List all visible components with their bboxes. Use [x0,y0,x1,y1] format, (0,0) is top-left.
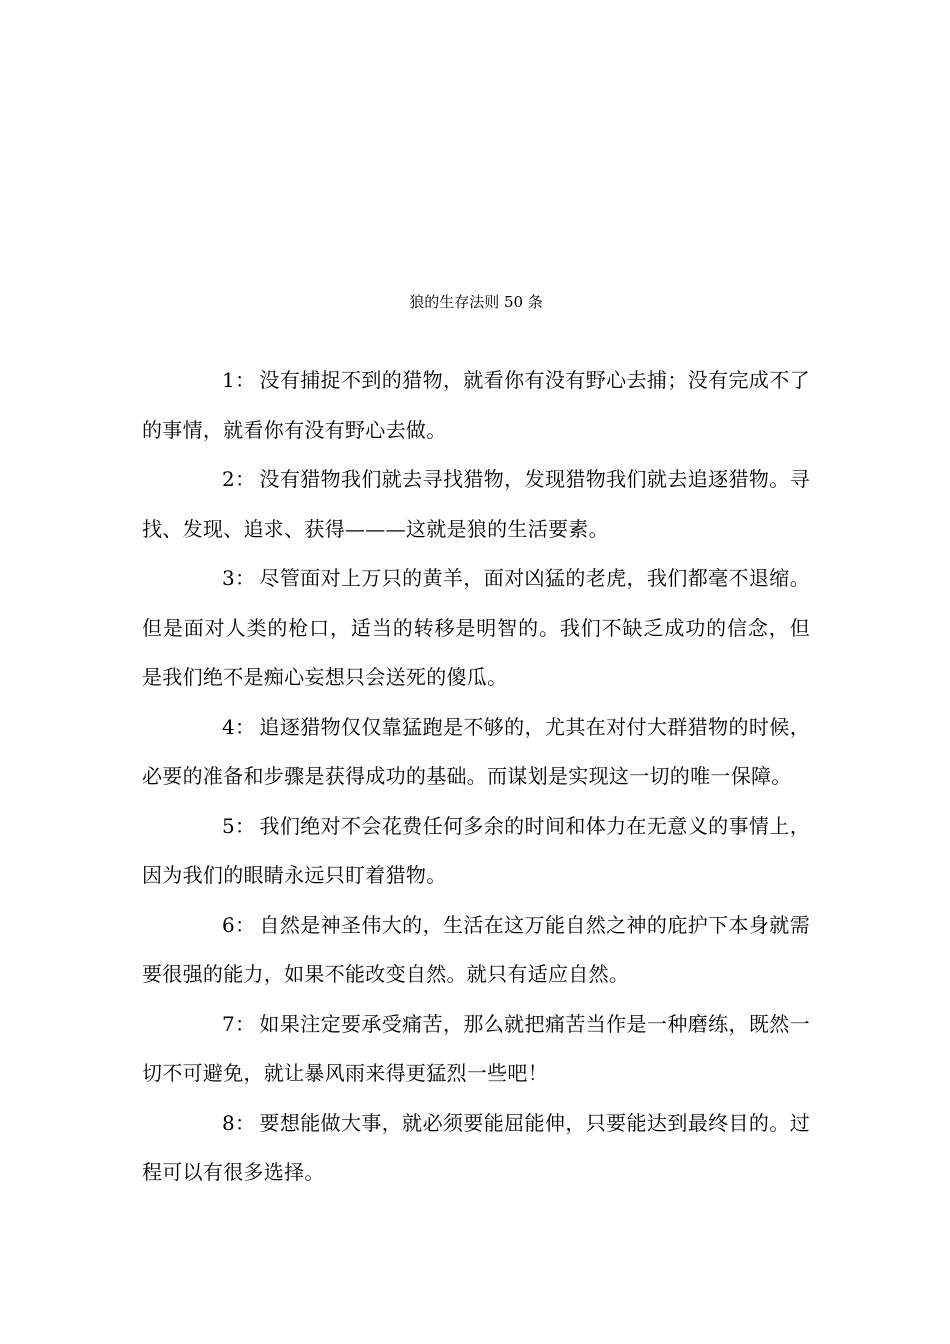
document-title: 狼的生存法则 50 条 [409,293,543,311]
rule-text: 尽管面对上万只的黄羊，面对凶猛的老虎，我们都毫不退缩。但是面对人类的枪口，适当的转移是明智的。我们不缺乏成功的信念，但是我们绝不是痴心妄想只会送死的傻瓜。 [142,566,810,689]
rule-text: 我们绝对不会花费任何多余的时间和体力在无意义的事情上，因为我们的眼睛永远只盯着猎物。 [142,813,810,887]
rule-text: 要想能做大事，就必须要能屈能伸，只要能达到最终目的。过程可以有很多选择。 [142,1110,810,1184]
rule-number: 2： [222,467,256,491]
rule-text: 没有捕捉不到的猎物，就看你有没有野心去捕；没有完成不了的事情，就看你有没有野心去做。 [142,368,810,442]
rule-paragraph-3 [142,554,810,703]
rule-text: 自然是神圣伟大的，生活在这万能自然之神的庇护下本身就需要很强的能力，如果不能改变自然。就只有适应自然。 [142,912,810,986]
rule-number: 6： [222,912,256,937]
rule-number: 3： [222,566,256,590]
rule-paragraph-8 [142,1099,810,1198]
rule-number: 1： [222,368,256,392]
rule-number: 5： [222,813,256,838]
rule-number: 8： [222,1110,256,1135]
rule-paragraph-5 [142,802,810,901]
rule-text: 没有猎物我们就去寻找猎物，发现猎物我们就去追逐猎物。寻找、发现、追求、获得———这就是狼的生活要素。 [142,467,810,541]
rule-paragraph-1 [142,356,810,455]
rule-text: 追逐猎物仅仅靠猛跑是不够的，尤其在对付大群猎物的时候，必要的准备和步骤是获得成功的基础。而谋划是实现这一切的唯一保障。 [142,714,810,788]
rule-paragraph-7 [142,1000,810,1099]
rule-paragraph-4 [142,703,810,802]
rule-paragraph-2 [142,455,810,554]
rule-text: 如果注定要承受痛苦，那么就把痛苦当作是一种磨练，既然一切不可避免，就让暴风雨来得更猛烈一些吧！ [142,1011,810,1085]
rule-number: 4： [222,714,256,739]
rule-number: 7： [222,1011,256,1036]
rule-paragraph-6 [142,901,810,1000]
